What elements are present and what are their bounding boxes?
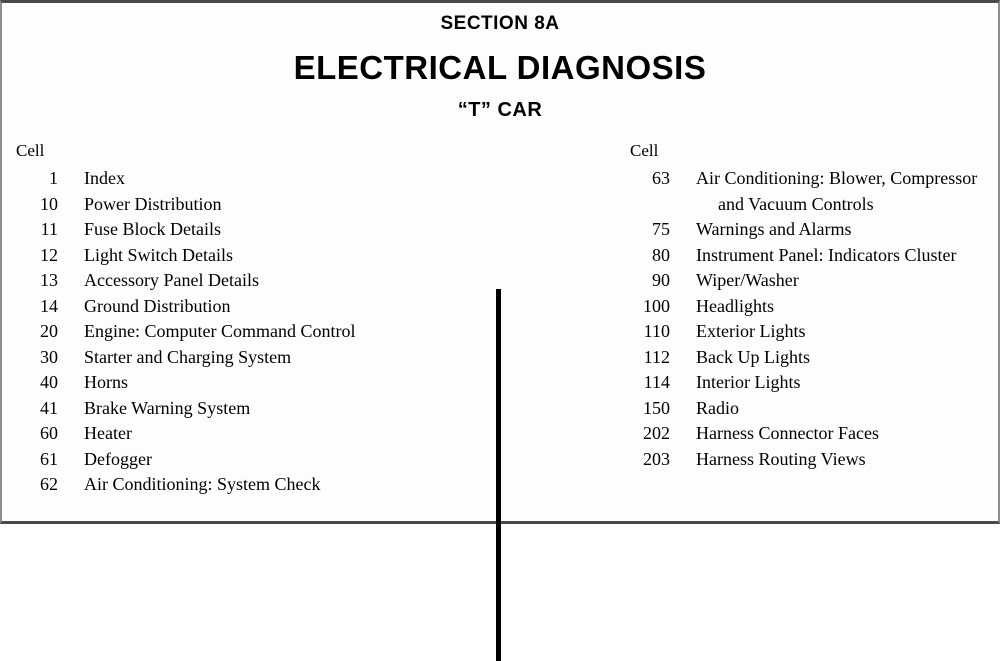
cell-label: Ground Distribution bbox=[84, 295, 231, 316]
right-index-column bbox=[630, 141, 990, 472]
cell-label: Harness Connector Faces bbox=[696, 423, 879, 443]
cell-number: 202 bbox=[643, 423, 670, 443]
list-item bbox=[16, 472, 486, 498]
cell-label-line1: Air Conditioning: Blower, Compressor bbox=[696, 168, 978, 188]
cell-number: 100 bbox=[643, 295, 670, 316]
list-item bbox=[16, 192, 486, 218]
cell-number: 75 bbox=[652, 219, 670, 239]
cell-label: Fuse Block Details bbox=[84, 219, 221, 239]
list-item bbox=[16, 421, 486, 447]
cell-label: Horns bbox=[84, 372, 128, 392]
cell-number: 63 bbox=[652, 168, 670, 188]
cell-label: Air Conditioning: System Check bbox=[84, 474, 321, 494]
list-item bbox=[16, 396, 486, 422]
list-item bbox=[630, 166, 990, 217]
cell-label: Light Switch Details bbox=[84, 244, 233, 265]
column-divider bbox=[496, 289, 501, 661]
right-index-rows bbox=[630, 166, 990, 472]
left-index-column bbox=[16, 141, 486, 498]
cell-number: 90 bbox=[652, 270, 670, 290]
list-item bbox=[630, 447, 990, 473]
cell-label: Index bbox=[84, 168, 125, 188]
cell-number: 60 bbox=[40, 423, 58, 443]
page-title: ELECTRICAL DIAGNOSIS bbox=[293, 49, 707, 86]
list-item bbox=[16, 447, 486, 473]
list-item bbox=[16, 243, 486, 269]
cell-label: Engine: Computer Command Control bbox=[84, 321, 356, 341]
list-item bbox=[16, 166, 486, 192]
section-label: SECTION 8A bbox=[440, 13, 560, 34]
cell-number: 41 bbox=[40, 397, 58, 418]
list-item bbox=[16, 345, 486, 371]
cell-label: Starter and Charging System bbox=[84, 346, 292, 367]
cell-label: Power Distribution bbox=[84, 193, 222, 214]
cell-label: Interior Lights bbox=[696, 372, 801, 392]
cell-number: 14 bbox=[40, 295, 58, 316]
list-item bbox=[16, 370, 486, 396]
cell-number: 1 bbox=[49, 168, 58, 188]
index-columns bbox=[2, 141, 1000, 521]
page-header bbox=[2, 3, 998, 122]
list-item bbox=[630, 319, 990, 345]
cell-label: Back Up Lights bbox=[696, 346, 810, 367]
cell-number: 150 bbox=[643, 397, 670, 418]
cell-label-line2: and Vacuum Controls bbox=[718, 193, 874, 214]
cell-label: Exterior Lights bbox=[696, 321, 806, 341]
cell-number: 112 bbox=[643, 346, 670, 367]
left-column-header: Cell bbox=[16, 141, 45, 160]
cell-label: Accessory Panel Details bbox=[84, 270, 259, 290]
cell-number: 80 bbox=[652, 244, 670, 265]
cell-label: Heater bbox=[84, 423, 132, 443]
cell-label: Harness Routing Views bbox=[696, 448, 866, 469]
list-item bbox=[630, 217, 990, 243]
cell-number: 62 bbox=[40, 474, 58, 494]
cell-number: 30 bbox=[40, 346, 58, 367]
list-item bbox=[630, 370, 990, 396]
cell-number: 13 bbox=[40, 270, 58, 290]
cell-number: 10 bbox=[40, 193, 58, 214]
cell-number: 12 bbox=[40, 244, 58, 265]
page-subtitle: “T” CAR bbox=[457, 99, 543, 121]
list-item bbox=[630, 396, 990, 422]
left-index-rows bbox=[16, 166, 486, 498]
cell-number: 110 bbox=[643, 321, 670, 341]
cell-number: 114 bbox=[643, 372, 670, 392]
cell-label: Wiper/Washer bbox=[696, 270, 799, 290]
cell-label: Radio bbox=[696, 397, 739, 418]
cell-number: 40 bbox=[40, 372, 58, 392]
cell-number: 61 bbox=[40, 448, 58, 469]
list-item bbox=[16, 319, 486, 345]
list-item bbox=[16, 294, 486, 320]
list-item bbox=[630, 268, 990, 294]
list-item bbox=[630, 421, 990, 447]
cell-number: 203 bbox=[643, 448, 670, 469]
cell-label: Brake Warning System bbox=[84, 397, 251, 418]
cell-label: Instrument Panel: Indicators Cluster bbox=[696, 244, 957, 265]
cell-number: 11 bbox=[40, 219, 58, 239]
list-item bbox=[630, 345, 990, 371]
cell-label: Headlights bbox=[696, 295, 774, 316]
right-column-header: Cell bbox=[630, 141, 659, 160]
cell-label bbox=[670, 166, 977, 217]
cell-label: Defogger bbox=[84, 448, 152, 469]
list-item bbox=[630, 243, 990, 269]
list-item bbox=[16, 217, 486, 243]
list-item bbox=[630, 294, 990, 320]
cell-number: 20 bbox=[40, 321, 58, 341]
cell-label: Warnings and Alarms bbox=[696, 219, 852, 239]
list-item bbox=[16, 268, 486, 294]
